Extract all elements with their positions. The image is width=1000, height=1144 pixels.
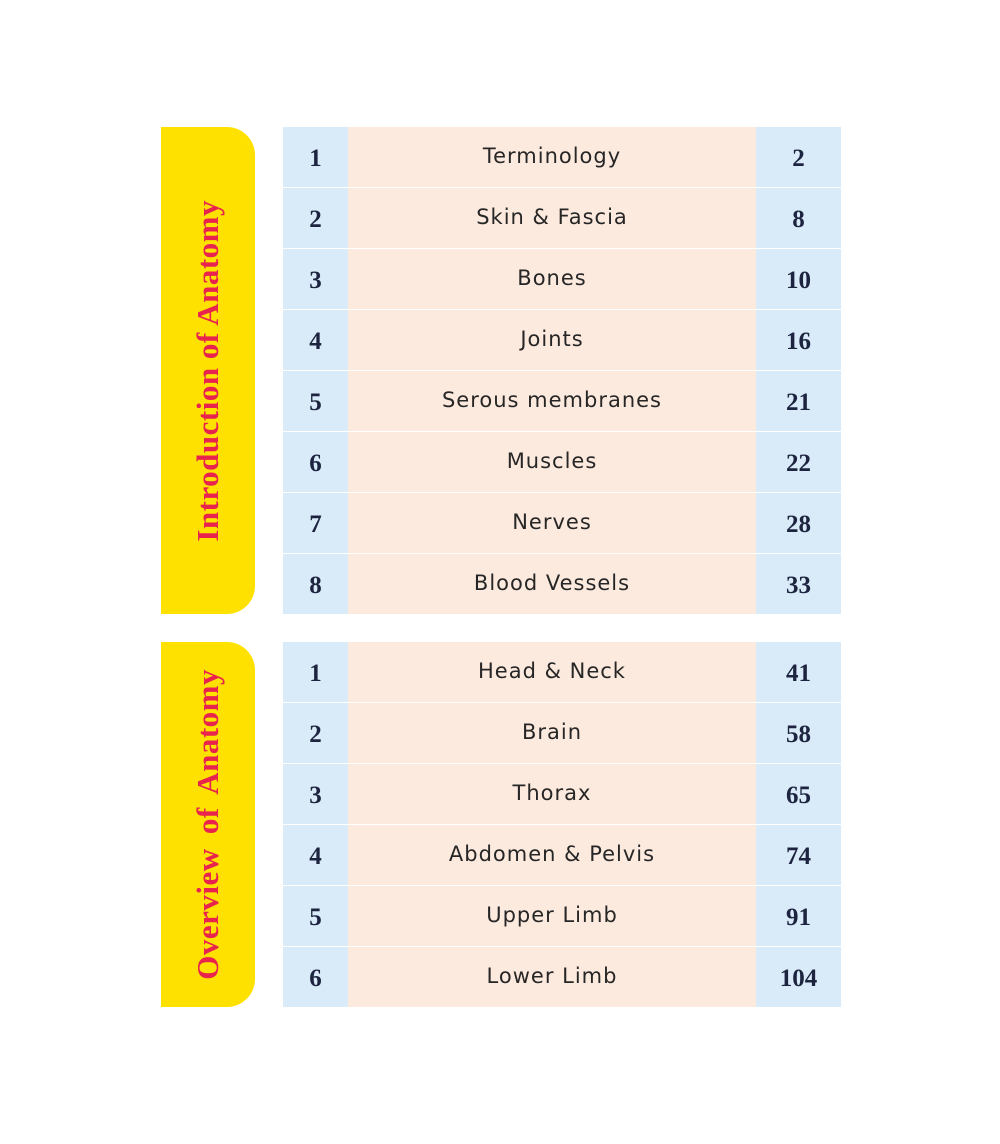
chapter-number: 4 [283,825,348,885]
toc-row[interactable] [283,764,841,824]
page-number: 22 [756,432,841,492]
toc-section-overview [161,642,841,1007]
chapter-title: Brain [348,703,756,763]
toc-row[interactable] [283,554,841,614]
page-number: 33 [756,554,841,614]
section-heading: Introduction of Anatomy [190,199,225,542]
chapter-title: Terminology [348,127,756,187]
toc-row[interactable] [283,432,841,492]
chapter-title: Bones [348,249,756,309]
page-number: 104 [756,947,841,1007]
chapter-number: 8 [283,554,348,614]
section-tab [161,642,255,1007]
chapter-title: Head & Neck [348,642,756,702]
toc-list [283,642,841,1007]
section-heading: Overview of Anatomy [190,669,225,980]
section-tab [161,127,255,614]
chapter-number: 2 [283,703,348,763]
chapter-number: 3 [283,249,348,309]
page-number: 21 [756,371,841,431]
toc-row[interactable] [283,825,841,885]
toc-row[interactable] [283,127,841,187]
chapter-title: Thorax [348,764,756,824]
chapter-number: 7 [283,493,348,553]
page-number: 91 [756,886,841,946]
page-number: 41 [756,642,841,702]
page-number: 65 [756,764,841,824]
toc-row[interactable] [283,947,841,1007]
page-number: 10 [756,249,841,309]
chapter-title: Muscles [348,432,756,492]
chapter-number: 1 [283,127,348,187]
toc-row[interactable] [283,188,841,248]
chapter-title: Lower Limb [348,947,756,1007]
chapter-title: Joints [348,310,756,370]
chapter-title: Serous membranes [348,371,756,431]
toc-row[interactable] [283,310,841,370]
chapter-title: Nerves [348,493,756,553]
chapter-number: 4 [283,310,348,370]
page-number: 8 [756,188,841,248]
chapter-number: 5 [283,371,348,431]
toc-row[interactable] [283,371,841,431]
chapter-number: 2 [283,188,348,248]
chapter-title: Skin & Fascia [348,188,756,248]
toc-row[interactable] [283,249,841,309]
chapter-number: 5 [283,886,348,946]
page-number: 58 [756,703,841,763]
toc-row[interactable] [283,493,841,553]
chapter-number: 6 [283,947,348,1007]
toc-section-introduction [161,127,841,614]
chapter-number: 1 [283,642,348,702]
toc-list [283,127,841,614]
chapter-title: Abdomen & Pelvis [348,825,756,885]
page-number: 74 [756,825,841,885]
page-number: 16 [756,310,841,370]
toc-row[interactable] [283,703,841,763]
page-number: 2 [756,127,841,187]
page-number: 28 [756,493,841,553]
chapter-number: 3 [283,764,348,824]
chapter-title: Upper Limb [348,886,756,946]
chapter-number: 6 [283,432,348,492]
toc-row[interactable] [283,886,841,946]
toc-row[interactable] [283,642,841,702]
chapter-title: Blood Vessels [348,554,756,614]
